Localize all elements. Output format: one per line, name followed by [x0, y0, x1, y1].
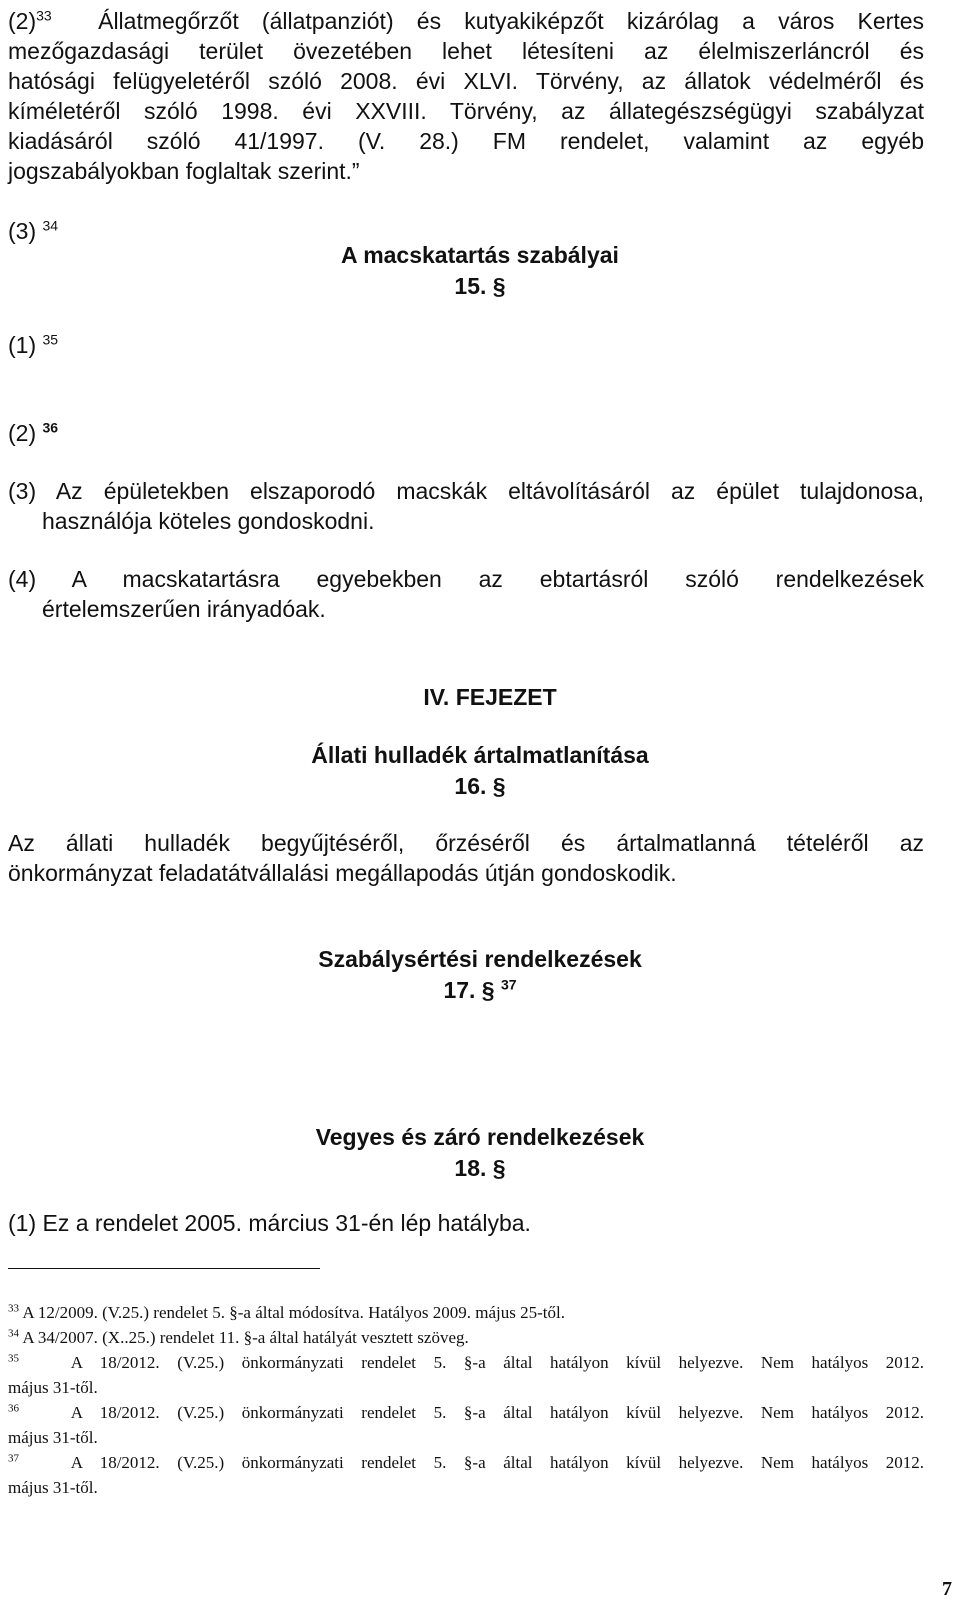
intro-line: Állatmegőrzőt (állatpanziót) és kutyakiképzőt kizárólag a város Kertes — [98, 8, 925, 34]
footnote-text-cont: május 31-től. — [8, 1478, 98, 1497]
section-number-17 — [0, 975, 960, 1005]
footnote — [8, 1450, 924, 1500]
section-number-16: 16. § — [454, 773, 506, 799]
paragraph-line: használója köteles gondoskodni. — [42, 508, 375, 534]
footnote-text-cont: május 31-től. — [8, 1378, 98, 1397]
paragraph-1-repealed — [8, 330, 58, 360]
footnote-text-cont: május 31-től. — [8, 1428, 98, 1447]
footnote-ref[interactable]: 37 — [500, 976, 517, 993]
footnote-text: A 12/2009. (V.25.) rendelet 5. §-a által módosítva. Hatályos 2009. május 25-től. — [22, 1303, 565, 1322]
paragraph-line: (4) A macskatartásra egyebekben az ebtartásról szóló rendelkezések — [8, 566, 924, 592]
footnote-number: 33 — [8, 1302, 19, 1315]
footnote — [8, 1400, 924, 1450]
paragraph-1-final: (1) Ez a rendelet 2005. március 31-én lép hatályba. — [8, 1210, 531, 1236]
section-number-text: 17. § — [443, 977, 495, 1003]
footnote-ref[interactable]: 34 — [42, 217, 59, 234]
paragraph-number: (2) — [8, 8, 37, 34]
footnote-text: A 18/2012. (V.25.) önkormányzati rendelet 5. §-a által hatályon kívül helyezve. Nem hatályos 2012. — [70, 1453, 925, 1472]
footnote-ref[interactable]: 35 — [42, 331, 59, 348]
footnote-number: 37 — [8, 1452, 19, 1465]
paragraph-line: értelemszerűen irányadóak. — [42, 596, 326, 622]
paragraph-line: önkormányzat feladatátvállalási megállapodás útján gondoskodik. — [8, 860, 677, 886]
footnote — [8, 1325, 924, 1350]
paragraph-line: Az állati hulladék begyűjtéséről, őrzéséről és ártalmatlanná tételéről az — [8, 830, 924, 856]
footnote-ref[interactable]: 33 — [36, 7, 52, 24]
intro-line: mezőgazdasági terület övezetében lehet létesíteni az élelmiszerláncról és — [8, 38, 924, 64]
intro-line: kiadásáról szóló 41/1997. (V. 28.) FM rendelet, valamint az egyéb — [8, 128, 924, 154]
intro-line: kíméletéről szóló 1998. évi XXVIII. Törvény, az állategészségügyi szabályzat — [8, 98, 924, 124]
footnote-number: 34 — [8, 1327, 19, 1340]
footnote-ref[interactable]: 36 — [42, 419, 59, 436]
footnote-text: A 18/2012. (V.25.) önkormányzati rendelet 5. §-a által hatályon kívül helyezve. Nem hatályos 2012. — [70, 1403, 925, 1422]
section-heading-waste: Állati hulladék ártalmatlanítása — [311, 742, 649, 768]
footnote-text: A 34/2007. (X..25.) rendelet 11. §-a által hatályát vesztett szöveg. — [22, 1328, 469, 1347]
section-heading-cats: A macskatartás szabályai — [341, 242, 619, 268]
paragraph-line: (3) Az épületekben elszaporodó macskák eltávolításáról az épület tulajdonosa, — [8, 478, 924, 504]
intro-line: jogszabályokban foglaltak szerint.” — [8, 158, 360, 184]
footnote-number: 36 — [8, 1402, 19, 1415]
footnote-text: A 18/2012. (V.25.) önkormányzati rendelet 5. §-a által hatályon kívül helyezve. Nem hatályos 2012. — [70, 1353, 925, 1372]
footnote — [8, 1300, 924, 1325]
paragraph-3-cats — [8, 476, 924, 536]
chapter-heading: IV. FEJEZET — [423, 684, 557, 710]
footnote — [8, 1350, 924, 1400]
footnotes — [8, 1300, 924, 1500]
section-waste-body — [8, 828, 924, 888]
paragraph-number: (3) — [8, 218, 37, 244]
section-heading-offences: Szabálysértési rendelkezések — [318, 946, 642, 972]
intro-first-line — [8, 6, 924, 36]
footnote-number: 35 — [8, 1352, 19, 1365]
paragraph-2-repealed — [8, 418, 58, 448]
section-number-18: 18. § — [454, 1155, 506, 1181]
paragraph-number: (2) — [8, 420, 37, 446]
section-number-15: 15. § — [454, 273, 506, 299]
paragraph-4-cats — [8, 564, 924, 624]
page-number: 7 — [942, 1578, 952, 1600]
paragraph-number: (1) — [8, 332, 37, 358]
section-heading-final: Vegyes és záró rendelkezések — [315, 1124, 645, 1150]
intro-line: hatósági felügyeletéről szóló 2008. évi XLVI. Törvény, az állatok védelméről és — [8, 68, 924, 94]
footnote-separator — [8, 1268, 320, 1269]
intro-paragraph — [8, 6, 924, 186]
